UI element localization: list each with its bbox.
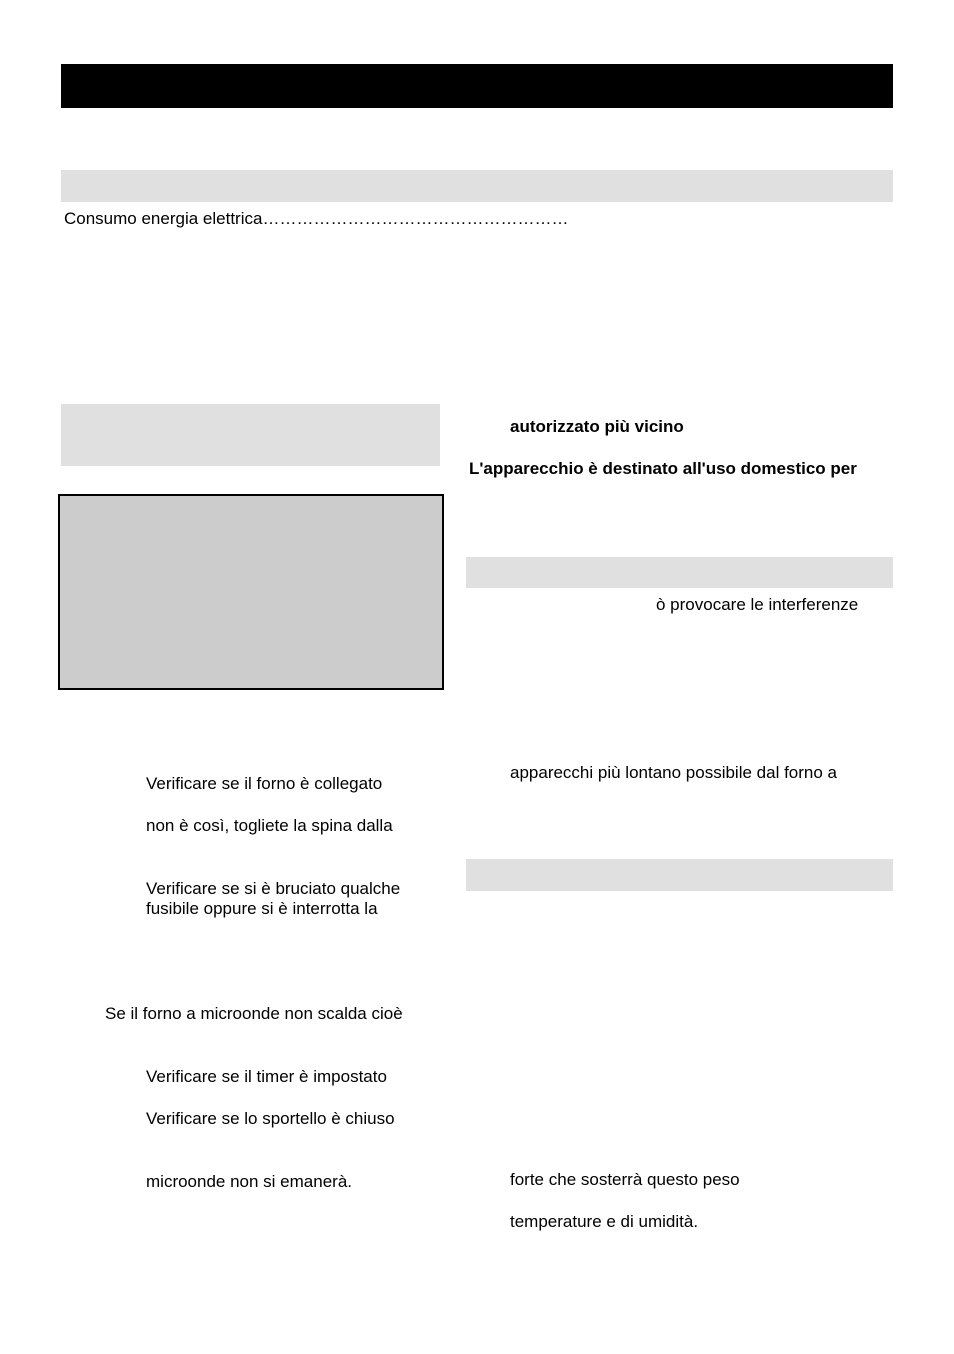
humidity-text: temperature e di umidità. [510,1212,699,1231]
unplug-text: non è così, togliete la spina dalla [146,816,393,835]
note-box [58,494,444,690]
domestic-use-text: L'apparecchio è destinato all'uso domestico per [469,459,857,478]
section-bar-installation [466,859,893,891]
interference-text: ò provocare le interferenze [656,595,859,614]
check-connected-text: Verificare se il forno è collegato [146,774,383,793]
fuse-text-2: fusibile oppure si è interrotta la [146,899,378,918]
distance-text: apparecchi più lontano possibile dal forno a [510,763,838,782]
service-center-text: autorizzato più vicino [510,417,684,436]
microwave-emission-text: microonde non si emanerà. [146,1172,353,1191]
not-heating-text: Se il forno a microonde non scalda cioè [105,1004,403,1023]
timer-check-text: Verificare se il timer è impostato [146,1067,387,1086]
section-bar-troubleshooting [61,404,440,466]
section-bar-specifications [61,170,893,202]
fuse-text-1: Verificare se si è bruciato qualche [146,879,401,898]
page-header-bar [61,64,893,108]
section-bar-interference [466,557,893,588]
door-check-text: Verificare se lo sportello è chiuso [146,1109,395,1128]
power-consumption-text: Consumo energia elettrica……………………………………………… [64,209,569,228]
weight-text: forte che sosterrà questo peso [510,1170,740,1189]
